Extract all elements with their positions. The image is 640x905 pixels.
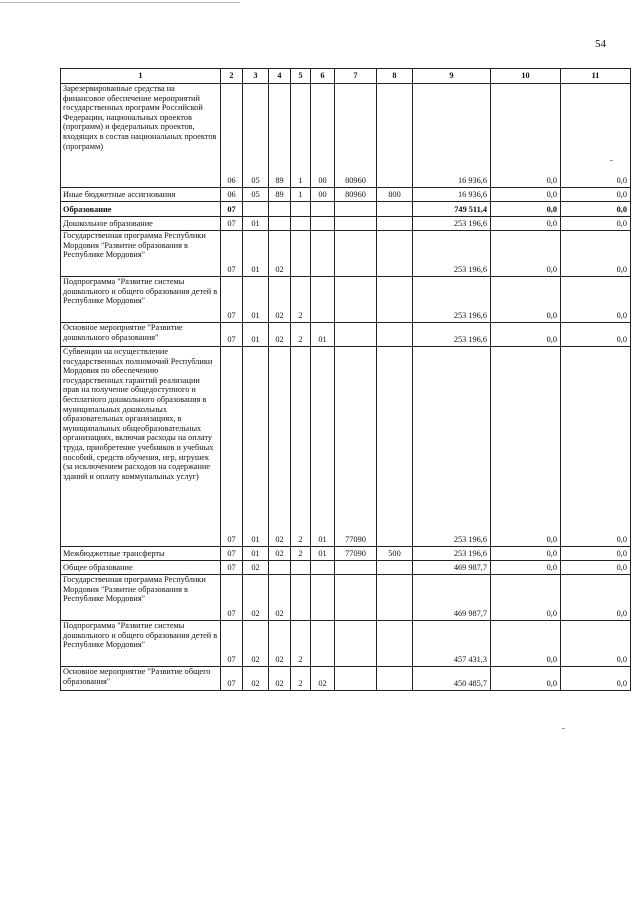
- row-cell-c5: 1: [291, 84, 311, 188]
- row-cell-c11: 0,0: [561, 347, 631, 547]
- row-cell-c6: [311, 561, 335, 575]
- row-cell-c2: 07: [221, 621, 243, 667]
- row-name-cell: Государственная программа Республики Мордовия "Развитие образования в Республике Мордовия": [61, 231, 221, 277]
- row-cell-c9: 253 196,6: [413, 347, 491, 547]
- row-cell-c5: [291, 561, 311, 575]
- row-cell-c11: 0,0: [561, 188, 631, 202]
- row-cell-c8: [377, 217, 413, 231]
- row-cell-c6: 01: [311, 347, 335, 547]
- row-cell-c7: [335, 202, 377, 217]
- row-cell-c4: [269, 202, 291, 217]
- row-cell-c3: 05: [243, 84, 269, 188]
- col-header: 9: [413, 69, 491, 84]
- col-header: 7: [335, 69, 377, 84]
- row-cell-c4: [269, 561, 291, 575]
- row-cell-c10: 0,0: [491, 277, 561, 323]
- row-name-cell: Образование: [61, 202, 221, 217]
- row-cell-c5: [291, 217, 311, 231]
- row-cell-c2: 07: [221, 202, 243, 217]
- table-header-row: [61, 69, 631, 84]
- row-cell-c7: [335, 231, 377, 277]
- row-cell-c9: 253 196,6: [413, 547, 491, 561]
- row-cell-c5: 2: [291, 547, 311, 561]
- row-cell-c3: 01: [243, 217, 269, 231]
- row-cell-c4: 89: [269, 84, 291, 188]
- row-cell-c5: 2: [291, 277, 311, 323]
- table-row: [61, 347, 631, 547]
- row-cell-c7: 80960: [335, 188, 377, 202]
- row-name-cell: Общее образование: [61, 561, 221, 575]
- row-cell-c4: 02: [269, 667, 291, 691]
- row-name-cell: Основное мероприятие "Развитие дошкольного образования": [61, 323, 221, 347]
- row-cell-c7: [335, 323, 377, 347]
- row-cell-c5: 2: [291, 323, 311, 347]
- row-cell-c9: 253 196,6: [413, 323, 491, 347]
- row-cell-c2: 07: [221, 347, 243, 547]
- row-cell-c6: 00: [311, 84, 335, 188]
- scan-speck: [562, 728, 565, 729]
- table-row: [61, 217, 631, 231]
- row-cell-c4: 02: [269, 347, 291, 547]
- row-cell-c10: 0,0: [491, 202, 561, 217]
- row-cell-c3: 01: [243, 323, 269, 347]
- col-header: 3: [243, 69, 269, 84]
- table-row: [61, 561, 631, 575]
- row-cell-c5: 2: [291, 667, 311, 691]
- row-cell-c6: [311, 202, 335, 217]
- col-header: 11: [561, 69, 631, 84]
- table-row: [61, 323, 631, 347]
- row-name-cell: Субвенции на осуществление государственных полномочий Республики Мордовия по обеспечению государственных гарантий реализации прав на получение общедоступного и бесплатного дошкольного образования в муниципальных дошкольных образовательных организациях, в муниципальных общеобразовательных организациях, включая расходы на оплату труда, приобретение учебников и учебных пособий, средств обучения, игр, игрушек (за исключением расходов на содержание зданий и оплату коммунальных услуг): [61, 347, 221, 547]
- table-row: [61, 621, 631, 667]
- row-cell-c2: 07: [221, 231, 243, 277]
- row-cell-c11: 0,0: [561, 547, 631, 561]
- row-cell-c3: 01: [243, 231, 269, 277]
- row-cell-c3: 05: [243, 188, 269, 202]
- table-row: [61, 547, 631, 561]
- row-cell-c7: 77090: [335, 547, 377, 561]
- row-cell-c8: [377, 231, 413, 277]
- row-cell-c2: 06: [221, 188, 243, 202]
- row-cell-c10: 0,0: [491, 217, 561, 231]
- row-cell-c11: 0,0: [561, 575, 631, 621]
- col-header: 1: [61, 69, 221, 84]
- row-cell-c8: [377, 575, 413, 621]
- row-cell-c3: 02: [243, 561, 269, 575]
- row-cell-c6: [311, 231, 335, 277]
- row-cell-c8: 800: [377, 188, 413, 202]
- row-cell-c10: 0,0: [491, 547, 561, 561]
- row-cell-c5: [291, 575, 311, 621]
- row-name-cell: Государственная программа Республики Мордовия "Развитие образования в Республике Мордовия": [61, 575, 221, 621]
- row-cell-c2: 07: [221, 217, 243, 231]
- row-cell-c9: 253 196,6: [413, 231, 491, 277]
- row-name-cell: Иные бюджетные ассигнования: [61, 188, 221, 202]
- row-cell-c4: 89: [269, 188, 291, 202]
- row-cell-c4: 02: [269, 575, 291, 621]
- table-row: [61, 575, 631, 621]
- row-cell-c3: 01: [243, 347, 269, 547]
- row-cell-c11: 0,0: [561, 84, 631, 188]
- row-cell-c10: 0,0: [491, 188, 561, 202]
- row-cell-c7: [335, 217, 377, 231]
- row-name-cell: Межбюджетные трансферты: [61, 547, 221, 561]
- row-cell-c10: 0,0: [491, 231, 561, 277]
- row-name-cell: Подпрограмма "Развитие системы дошкольного и общего образования детей в Республике Мордовия": [61, 621, 221, 667]
- row-name-cell: Основное мероприятие "Развитие общего образования": [61, 667, 221, 691]
- row-cell-c9: 469 987,7: [413, 575, 491, 621]
- row-cell-c7: [335, 621, 377, 667]
- row-cell-c11: 0,0: [561, 323, 631, 347]
- row-cell-c6: [311, 217, 335, 231]
- row-cell-c9: 469 987,7: [413, 561, 491, 575]
- table-row: [61, 667, 631, 691]
- row-cell-c4: 02: [269, 547, 291, 561]
- row-cell-c11: 0,0: [561, 667, 631, 691]
- row-cell-c2: 06: [221, 84, 243, 188]
- table-row: [61, 84, 631, 188]
- row-cell-c2: 07: [221, 277, 243, 323]
- row-cell-c9: 253 196,6: [413, 217, 491, 231]
- row-cell-c10: 0,0: [491, 621, 561, 667]
- row-cell-c7: 80960: [335, 84, 377, 188]
- row-cell-c10: 0,0: [491, 323, 561, 347]
- row-cell-c10: 0,0: [491, 84, 561, 188]
- col-header: 4: [269, 69, 291, 84]
- row-cell-c8: [377, 323, 413, 347]
- row-cell-c11: 0,0: [561, 231, 631, 277]
- col-header: 10: [491, 69, 561, 84]
- row-cell-c5: 2: [291, 621, 311, 667]
- row-cell-c9: 749 511,4: [413, 202, 491, 217]
- table-row: [61, 277, 631, 323]
- scan-artifact-line: [0, 2, 240, 3]
- row-cell-c9: 457 431,3: [413, 621, 491, 667]
- row-cell-c6: [311, 621, 335, 667]
- row-cell-c7: [335, 561, 377, 575]
- row-cell-c11: 0,0: [561, 561, 631, 575]
- col-header: 5: [291, 69, 311, 84]
- row-cell-c6: 01: [311, 323, 335, 347]
- row-cell-c2: 07: [221, 561, 243, 575]
- row-cell-c3: 01: [243, 277, 269, 323]
- row-cell-c3: [243, 202, 269, 217]
- row-cell-c5: [291, 202, 311, 217]
- table-row: [61, 231, 631, 277]
- row-cell-c3: 02: [243, 667, 269, 691]
- table-row: [61, 202, 631, 217]
- row-cell-c6: 01: [311, 547, 335, 561]
- row-cell-c5: [291, 231, 311, 277]
- row-cell-c10: 0,0: [491, 667, 561, 691]
- row-cell-c4: 02: [269, 323, 291, 347]
- col-header: 6: [311, 69, 335, 84]
- row-cell-c2: 07: [221, 575, 243, 621]
- row-cell-c10: 0,0: [491, 575, 561, 621]
- budget-table: [60, 68, 631, 691]
- row-name-cell: Зарезервированные средства на финансовое обеспечение мероприятий государственных программ Российской Федерации, национальных проектов (программ) и федеральных проектов, входящих в состав национальных проектов (программ): [61, 84, 221, 188]
- row-cell-c4: 02: [269, 277, 291, 323]
- row-cell-c7: 77090: [335, 347, 377, 547]
- row-cell-c9: 450 485,7: [413, 667, 491, 691]
- row-cell-c11: 0,0: [561, 621, 631, 667]
- row-cell-c8: [377, 621, 413, 667]
- row-cell-c11: 0,0: [561, 217, 631, 231]
- row-cell-c8: [377, 84, 413, 188]
- row-cell-c6: [311, 575, 335, 621]
- page-number: 54: [595, 38, 606, 50]
- row-cell-c2: 07: [221, 547, 243, 561]
- row-cell-c4: 02: [269, 231, 291, 277]
- col-header: 8: [377, 69, 413, 84]
- table-row: [61, 188, 631, 202]
- row-cell-c10: 0,0: [491, 347, 561, 547]
- row-cell-c10: 0,0: [491, 561, 561, 575]
- row-name-cell: Подпрограмма "Развитие системы дошкольного и общего образования детей в Республике Мордовия": [61, 277, 221, 323]
- row-cell-c6: 00: [311, 188, 335, 202]
- row-cell-c3: 02: [243, 575, 269, 621]
- row-name-cell: Дошкольное образование: [61, 217, 221, 231]
- row-cell-c5: 1: [291, 188, 311, 202]
- row-cell-c8: [377, 277, 413, 323]
- row-cell-c11: 0,0: [561, 277, 631, 323]
- row-cell-c2: 07: [221, 323, 243, 347]
- row-cell-c9: 16 936,6: [413, 84, 491, 188]
- row-cell-c8: 500: [377, 547, 413, 561]
- row-cell-c6: [311, 277, 335, 323]
- row-cell-c3: 02: [243, 621, 269, 667]
- row-cell-c7: [335, 667, 377, 691]
- row-cell-c8: [377, 667, 413, 691]
- row-cell-c5: 2: [291, 347, 311, 547]
- col-header: 2: [221, 69, 243, 84]
- row-cell-c9: 16 936,6: [413, 188, 491, 202]
- row-cell-c8: [377, 561, 413, 575]
- row-cell-c4: [269, 217, 291, 231]
- row-cell-c8: [377, 347, 413, 547]
- row-cell-c2: 07: [221, 667, 243, 691]
- row-cell-c8: [377, 202, 413, 217]
- row-cell-c4: 02: [269, 621, 291, 667]
- row-cell-c3: 01: [243, 547, 269, 561]
- row-cell-c7: [335, 575, 377, 621]
- row-cell-c11: 0,0: [561, 202, 631, 217]
- row-cell-c7: [335, 277, 377, 323]
- row-cell-c6: 02: [311, 667, 335, 691]
- row-cell-c9: 253 196,6: [413, 277, 491, 323]
